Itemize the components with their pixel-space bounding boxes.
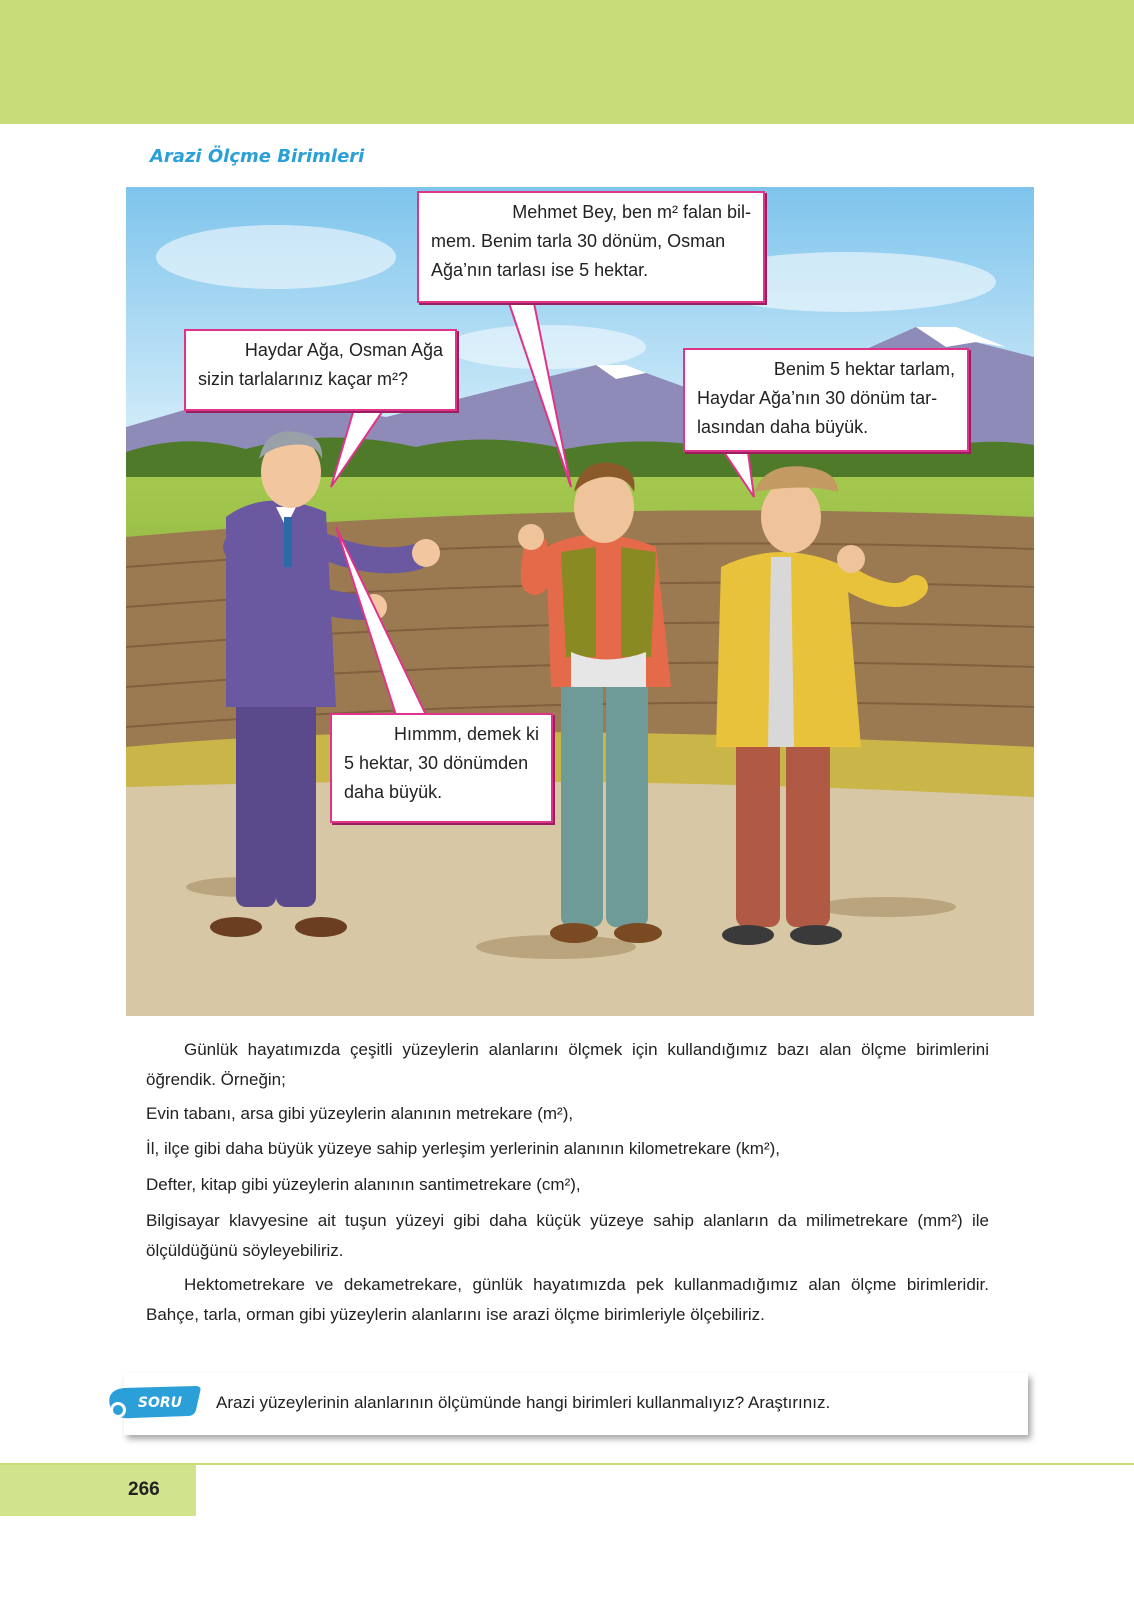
road-patch bbox=[816, 897, 956, 917]
page-number-tab bbox=[0, 1465, 196, 1516]
speech-bubble-himmm bbox=[330, 713, 553, 823]
question-text: Arazi yüzeylerinin alanlarının ölçümünde hangi birimleri kullanmalıyız? Araştırınız. bbox=[216, 1393, 831, 1412]
cloud bbox=[156, 225, 396, 289]
bubble-line: Ağa’nın tarlası ise 5 hektar. bbox=[431, 260, 649, 280]
bubble-line: mem. Benim tarla 30 dönüm, Osman bbox=[431, 231, 726, 251]
page-number: 266 bbox=[128, 1479, 160, 1500]
illustration bbox=[126, 187, 1034, 1016]
list-line-mm2: Bilgisayar klavyesine ait tuşun yüzeyi gibi daha küçük yüzeye sahip alanların da milimetrekare (mm²) ile ölçüldüğünü söyleyebiliriz. bbox=[146, 1211, 989, 1260]
bubble-line: Hımmm, demek ki bbox=[393, 724, 539, 744]
list-line-km2: İl, ilçe gibi daha büyük yüzeye sahip yerleşim yerlerinin alanının kilometrekare (km²), bbox=[146, 1139, 780, 1158]
bubble-line: daha büyük. bbox=[344, 782, 443, 802]
bubble-line: Haydar Ağa’nın 30 dönüm tar- bbox=[697, 388, 938, 408]
intro-paragraph: Günlük hayatımızda çeşitli yüzeylerin alanlarını ölçmek için kullandığımız bazı alan ölçme birimlerini öğrendik. Örneğin; bbox=[146, 1040, 989, 1089]
soru-badge bbox=[104, 1380, 204, 1426]
bubble-line: Mehmet Bey, ben m² falan bil- bbox=[512, 202, 751, 222]
illustration-drawing bbox=[126, 187, 1034, 1016]
bubble-line: Haydar Ağa, Osman Ağa bbox=[244, 340, 443, 360]
closing-paragraph: Hektometrekare ve dekametrekare, günlük hayatımızda pek kullanmadığımız alan ölçme birimleridir. Bahçe, tarla, orman gibi yüzeylerin alanlarını ise arazi ölçme birimleriyle ölçebiliriz. bbox=[146, 1275, 989, 1324]
bubble-line: lasından daha büyük. bbox=[697, 417, 869, 437]
top-header-band bbox=[0, 0, 1134, 124]
speech-bubble-haydar bbox=[184, 329, 457, 411]
soru-label: SORU bbox=[137, 1395, 183, 1411]
speech-bubble-osman bbox=[683, 348, 969, 452]
bubble-line: 5 hektar, 30 dönümden bbox=[344, 753, 529, 773]
question-box bbox=[124, 1373, 1028, 1435]
section-title: Arazi Ölçme Birimleri bbox=[150, 146, 365, 167]
speech-bubble-mehmet bbox=[417, 191, 765, 303]
bubble-line: Benim 5 hektar tarlam, bbox=[773, 359, 955, 379]
list-line-m2: Evin tabanı, arsa gibi yüzeylerin alanının metrekare (m²), bbox=[146, 1104, 574, 1123]
bubble-line: sizin tarlalarınız kaçar m²? bbox=[198, 369, 409, 389]
list-line-cm2: Defter, kitap gibi yüzeylerin alanının santimetrekare (cm²), bbox=[146, 1175, 581, 1194]
